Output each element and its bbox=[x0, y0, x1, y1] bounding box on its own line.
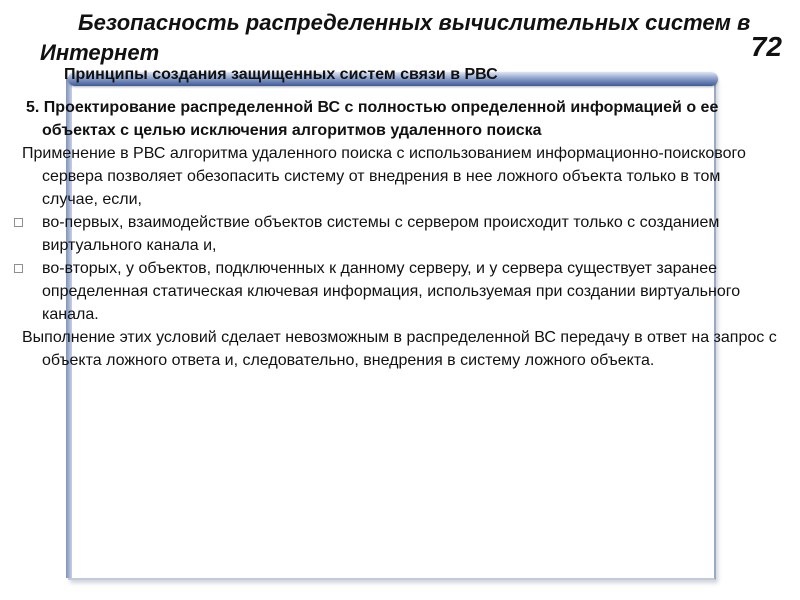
square-bullet-icon bbox=[14, 264, 23, 273]
bullet-text: во-вторых, у объектов, подключенных к данному серверу, и у сервера существует заранее определенная статическая ключевая информация, используемая при создании виртуального канала. bbox=[42, 260, 741, 323]
intro-paragraph: Применение в РВС алгоритма удаленного поиска с использованием информационно-поискового сервера позволяет обезопасить систему от внедрения в нее ложного объекта только в том случае, если, bbox=[22, 145, 746, 208]
slide-content bbox=[0, 96, 800, 372]
slide-title-line-1: Безопасность распределенных вычислительных систем в bbox=[78, 10, 751, 35]
page-number: 72 bbox=[750, 31, 782, 62]
bullet-text: во-первых, взаимодействие объектов системы с сервером происходит только с созданием виртуального канала и, bbox=[42, 214, 720, 254]
slide-title-line-2: Интернет bbox=[40, 40, 160, 65]
slide-title bbox=[40, 8, 760, 68]
section-heading: 5. Проектирование распределенной ВС с полностью определенной информацией о ее объектах с целью исключения алгоритмов удаленного поиска bbox=[26, 99, 719, 139]
slide-subtitle: Принципы создания защищенных систем связи в РВС bbox=[64, 66, 498, 83]
bullet-item bbox=[42, 211, 774, 257]
bullet-item bbox=[42, 257, 774, 326]
square-bullet-icon bbox=[14, 218, 23, 227]
conclusion-paragraph: Выполнение этих условий сделает невозможным в распределенной ВС передачу в ответ на запрос с объекта ложного ответа и, следовательно, внедрения в систему ложного объекта. bbox=[22, 329, 777, 369]
